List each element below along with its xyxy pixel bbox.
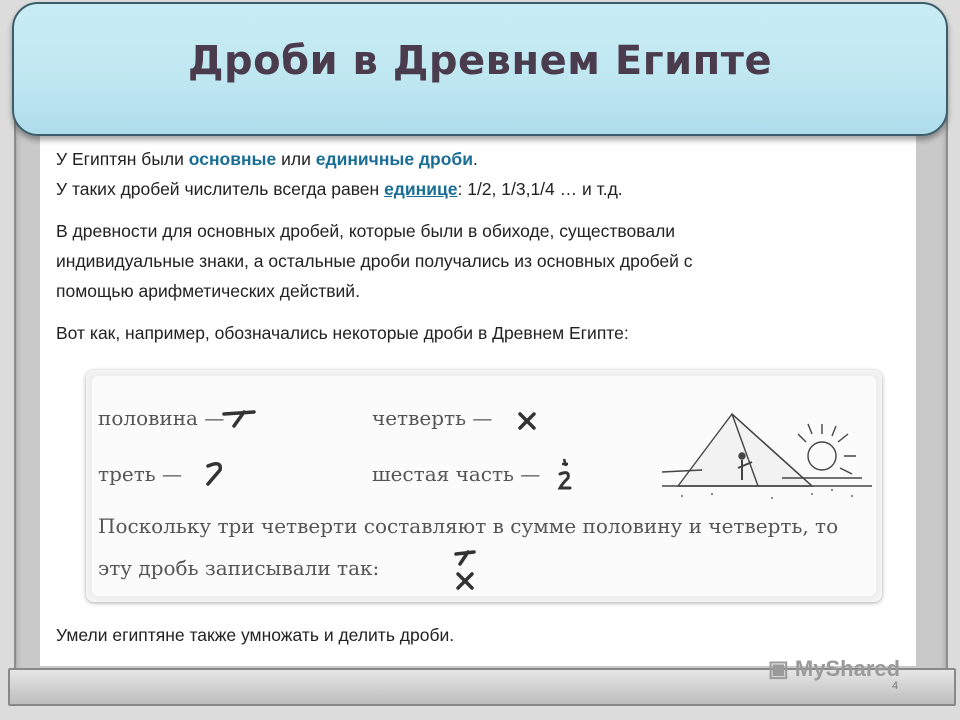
sixth-glyph-icon xyxy=(554,456,578,492)
term-basic: основные xyxy=(188,149,277,169)
paragraph-1-line-1 xyxy=(56,144,478,174)
quarter-label: четверть — xyxy=(372,406,493,430)
paragraph-3: Вот как, например, обозначались некоторые дроби в Древнем Египте: xyxy=(56,323,629,343)
presentation-icon: ▣ xyxy=(768,656,789,681)
paragraph-2-line-1: В древности для основных дробей, которые были в обиходе, существовали xyxy=(56,221,676,241)
hieroglyph-figure xyxy=(86,370,882,602)
quarter-glyph-icon xyxy=(516,410,540,432)
paragraph-2-line-3: помощью арифметических действий. xyxy=(56,281,360,301)
term-unity-link[interactable]: единице xyxy=(384,179,458,199)
text: У таких дробей числитель всегда равен xyxy=(56,179,385,199)
closing-text: Умели египтяне также умножать и делить дроби. xyxy=(56,625,455,645)
title-banner xyxy=(12,2,948,136)
text: У Египтян были xyxy=(56,149,189,169)
third-glyph-icon xyxy=(200,458,230,488)
slide-title: Дроби в Древнем Египте xyxy=(187,38,773,84)
half-label: половина — xyxy=(98,406,225,430)
text: . xyxy=(473,149,478,169)
pyramid-illustration-icon xyxy=(662,394,872,504)
paragraph-1-line-2 xyxy=(56,174,623,204)
watermark-text: MyShared xyxy=(794,656,901,681)
figure-inner xyxy=(92,376,876,596)
text: или xyxy=(276,149,316,169)
third-label: треть — xyxy=(98,462,183,486)
paragraph-2-line-2: индивидуальные знаки, а остальные дроби получались из основных дробей с xyxy=(56,251,693,271)
half-glyph-icon xyxy=(220,408,260,430)
figure-sentence-line-2: эту дробь записывали так: xyxy=(98,556,380,580)
figure-sentence-line-1: Поскольку три четверти составляют в сумме половину и четверть, то xyxy=(98,514,839,538)
three-quarters-glyph-icon xyxy=(452,548,478,594)
term-unit-fractions: единичные дроби xyxy=(315,149,473,169)
watermark-logo xyxy=(768,656,900,682)
page-number: 4 xyxy=(892,680,899,692)
text: : 1/2, 1/3,1/4 … и т.д. xyxy=(457,179,623,199)
sixth-label: шестая часть — xyxy=(372,462,541,486)
